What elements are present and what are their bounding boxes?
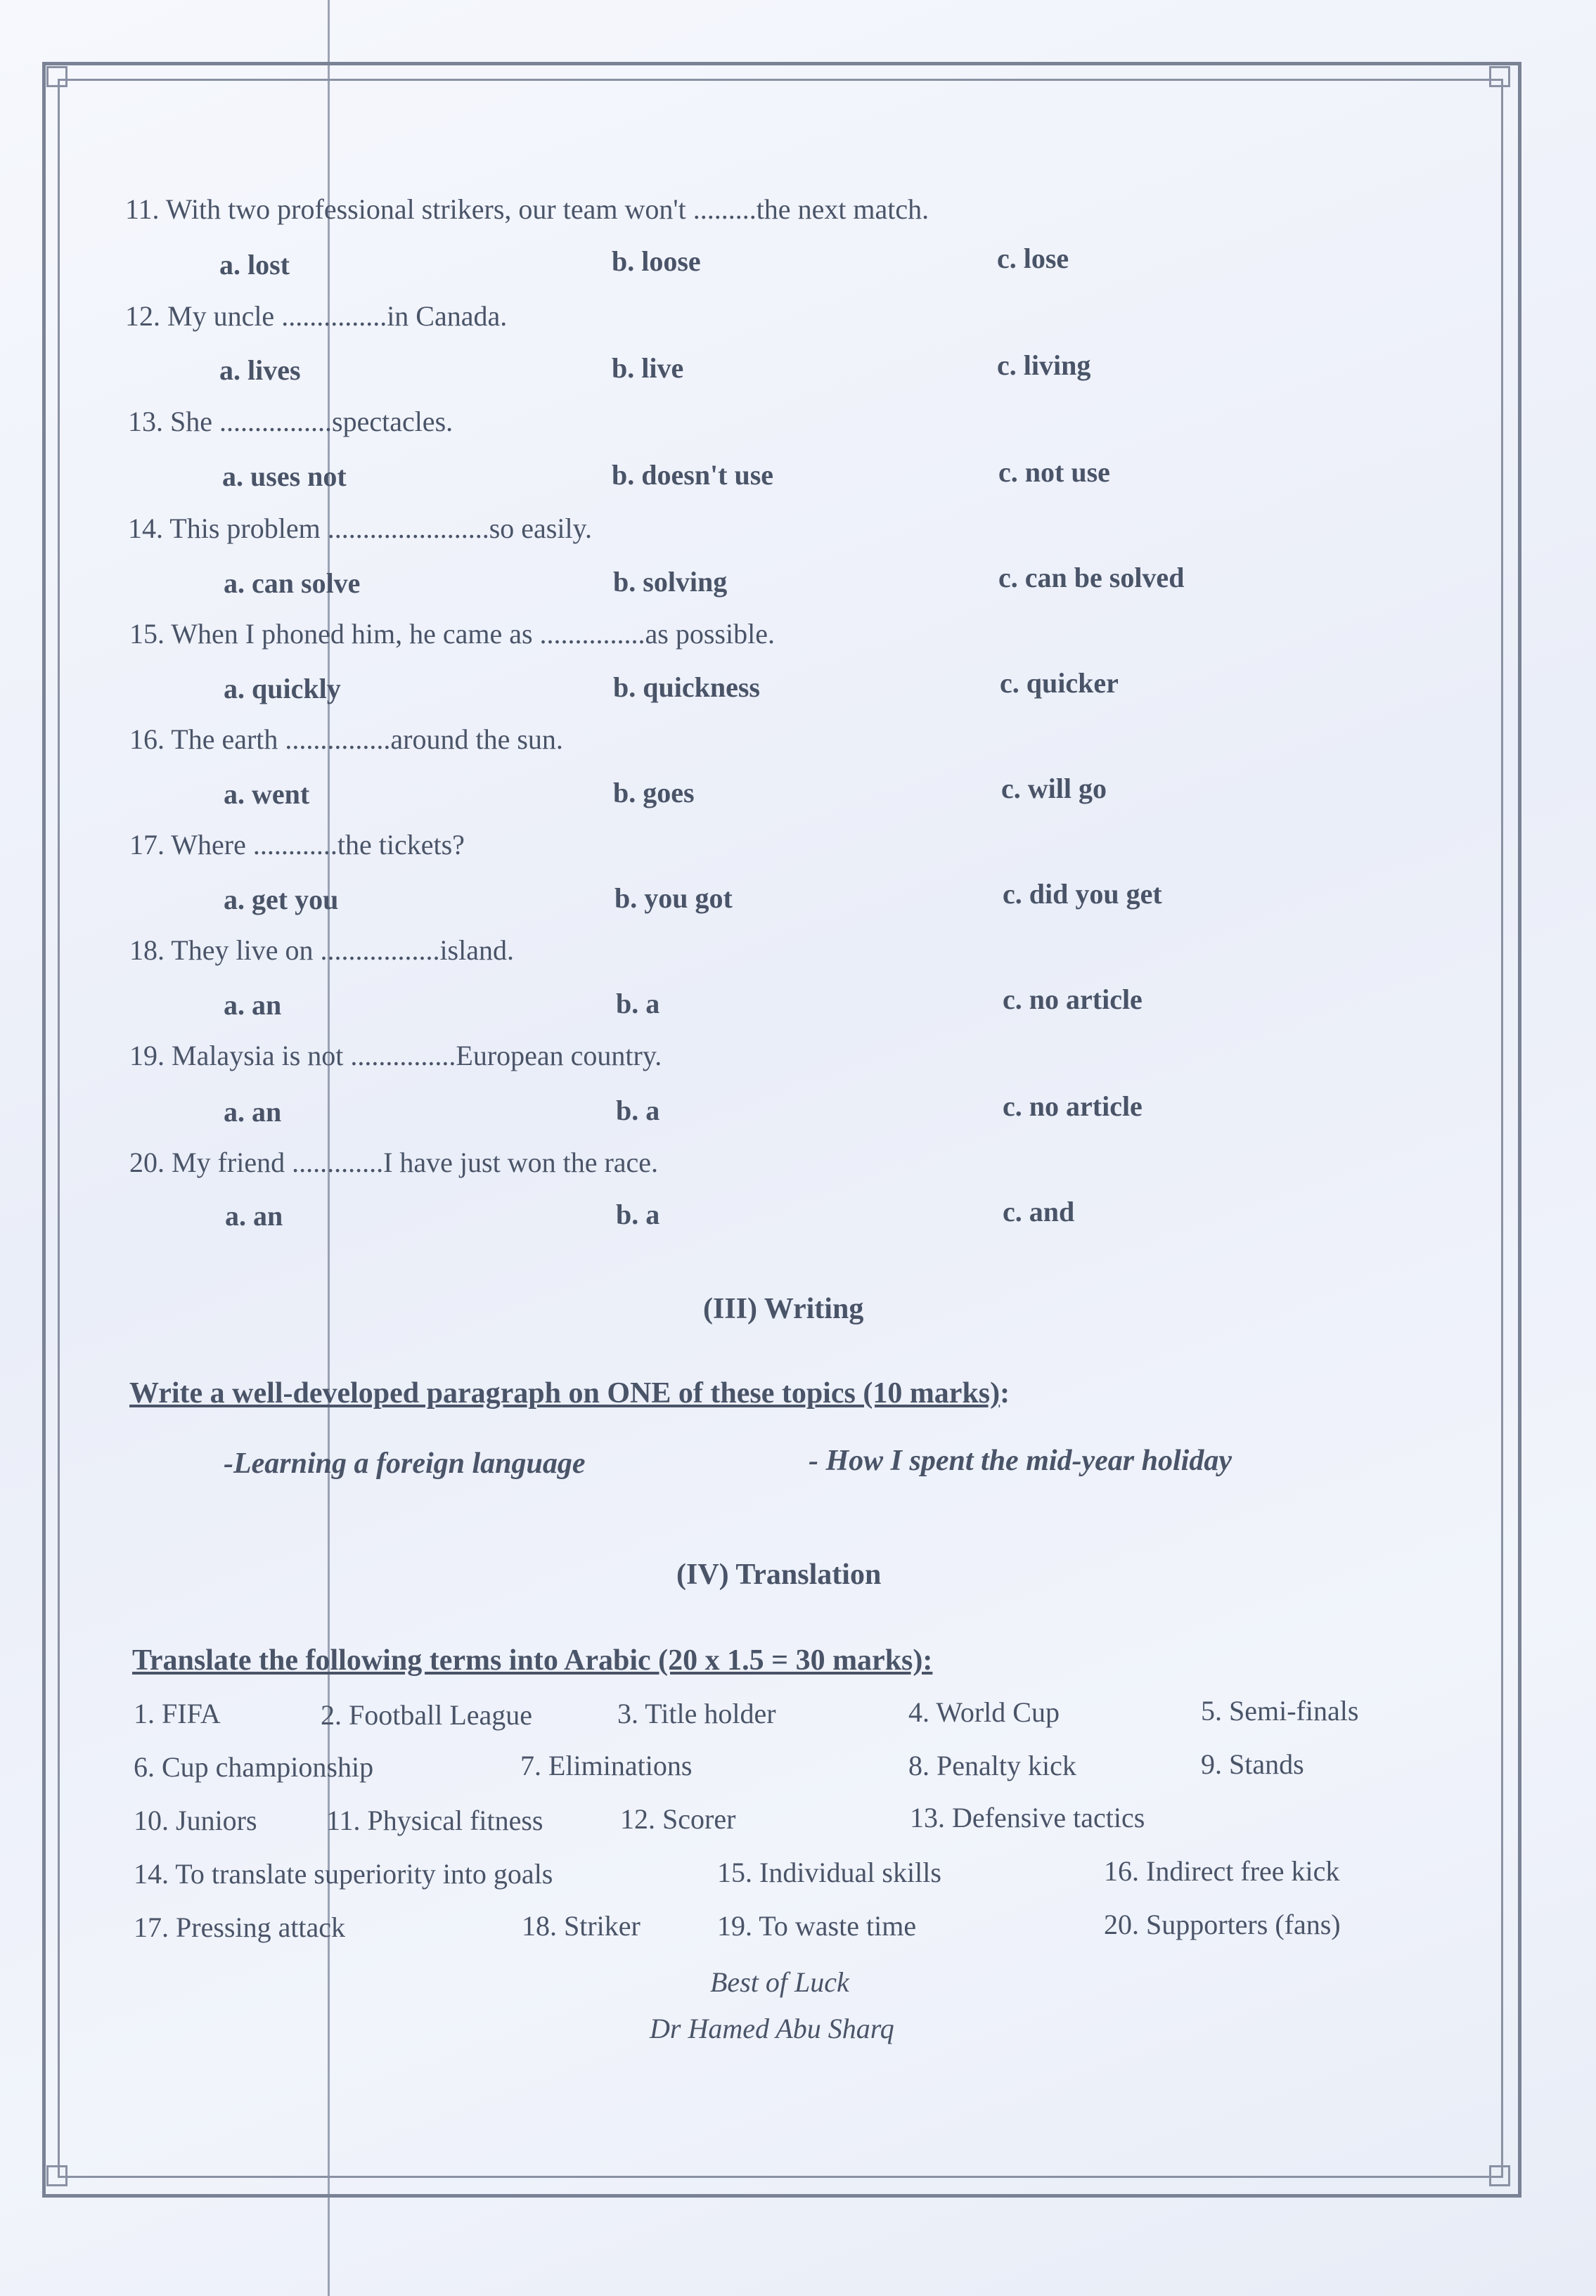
option-b: b. solving [613,566,728,598]
option-c: c. no article [1003,983,1143,1015]
term-item: 8. Penalty kick [908,1750,1076,1781]
border-corner [1489,2165,1510,2186]
question-stem: 17. Where ............the tickets? [129,829,465,860]
option-a: a. an [224,1096,282,1128]
writing-topic-2: - How I spent the mid-year holiday [809,1445,1232,1477]
term-item: 4. World Cup [908,1696,1060,1728]
option-c: c. can be solved [998,562,1185,593]
option-a: a. lost [219,249,290,280]
term-item: 20. Supporters (fans) [1104,1909,1341,1940]
option-b: b. goes [613,777,695,808]
question-stem: 15. When I phoned him, he came as ...............as possible. [129,618,775,650]
term-item: 14. To translate superiority into goals [134,1858,553,1890]
option-c: c. no article [1003,1090,1143,1122]
author-signature: Dr Hamed Abu Sharq [650,2013,894,2044]
writing-heading: (III) Writing [703,1293,864,1325]
border-corner [1489,66,1510,87]
option-a: a. quickly [224,673,341,704]
term-item: 15. Individual skills [717,1857,941,1888]
question-stem: 12. My uncle ...............in Canada. [125,300,508,332]
option-b: b. a [616,988,660,1019]
translation-instruction: Translate the following terms into Arabic (20 x 1.5 = 30 marks): [132,1644,933,1677]
term-item: 18. Striker [522,1910,641,1942]
option-c: c. and [1003,1196,1075,1227]
term-item: 13. Defensive tactics [910,1802,1145,1833]
option-a: a. get you [224,884,339,915]
option-c: c. not use [998,456,1110,488]
term-item: 10. Juniors [134,1805,257,1836]
term-item: 9. Stands [1201,1748,1304,1780]
option-a: a. an [225,1200,283,1232]
question-stem: 16. The earth ...............around the sun. [129,723,563,755]
question-stem: 14. This problem .......................so easily. [128,512,592,544]
writing-instruction-colon: : [1000,1377,1010,1410]
option-b: b. a [616,1095,660,1126]
writing-instruction-line [129,1376,1010,1410]
term-item: 16. Indirect free kick [1104,1855,1340,1887]
option-b: b. loose [612,245,701,277]
option-c: c. quicker [1000,667,1119,699]
translation-heading: (IV) Translation [676,1559,882,1591]
option-c: c. will go [1001,773,1107,804]
closing-wish: Best of Luck [710,1966,849,1998]
option-a: a. can solve [224,567,361,599]
option-a: a. lives [219,354,301,386]
option-c: c. lose [997,243,1069,274]
border-corner [46,2165,67,2186]
option-b: b. you got [614,882,733,914]
term-item: 19. To waste time [717,1910,917,1942]
question-stem: 20. My friend .............I have just won the race. [129,1147,659,1178]
question-stem: 11. With two professional strikers, our team won't .........the next match. [125,193,929,225]
term-item: 3. Title holder [617,1698,776,1729]
option-b: b. quickness [613,671,760,703]
term-item: 7. Eliminations [520,1750,693,1781]
question-stem: 18. They live on .................island. [129,934,514,966]
option-a: a. uses not [222,460,347,492]
option-b: b. doesn't use [612,459,774,491]
term-item: 17. Pressing attack [134,1911,346,1943]
option-b: b. a [616,1199,660,1230]
writing-instruction: Write a well-developed paragraph on ONE of these topics (10 marks) [129,1377,1000,1410]
term-item: 11. Physical fitness [326,1805,543,1836]
option-c: c. living [997,349,1091,381]
term-item: 2. Football League [321,1699,533,1731]
border-corner [46,66,67,87]
term-item: 5. Semi-finals [1201,1695,1359,1727]
option-b: b. live [612,352,684,384]
option-a: a. an [224,989,282,1021]
term-item: 6. Cup championship [134,1751,374,1783]
option-c: c. did you get [1003,878,1162,910]
writing-topic-1: -Learning a foreign language [224,1447,586,1480]
question-stem: 19. Malaysia is not ...............European country. [129,1040,662,1071]
term-item: 12. Scorer [620,1803,736,1835]
option-a: a. went [224,778,310,810]
term-item: 1. FIFA [134,1698,221,1729]
question-stem: 13. She ................spectacles. [128,406,453,437]
